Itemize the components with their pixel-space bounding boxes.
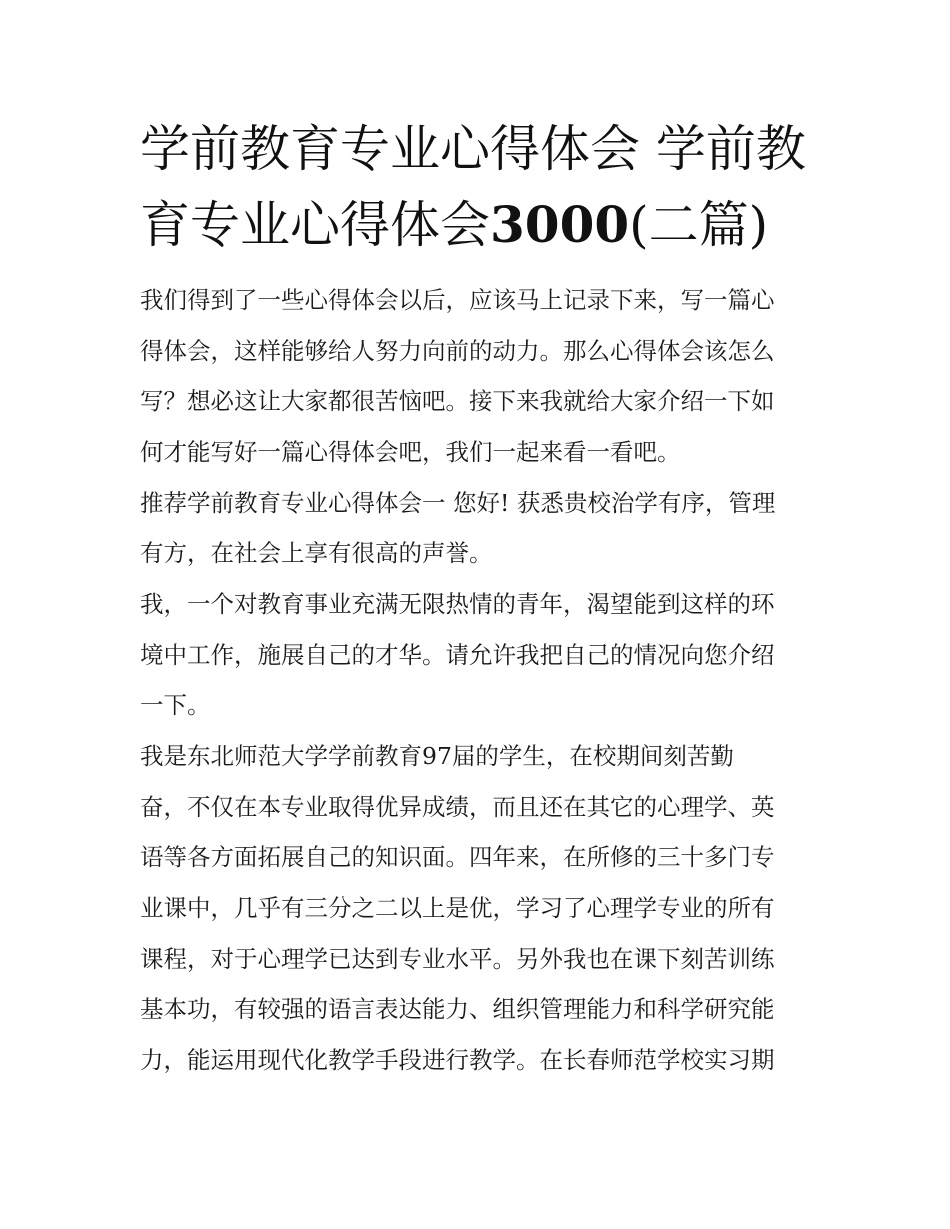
document-title [140, 112, 820, 263]
body-line-6: 有方，在社会上享有很高的声誉。 [140, 539, 493, 567]
body-line-2: 得体会，这样能够给人努力向前的动力。那么心得体会该怎么 [140, 337, 775, 365]
title-part2-prefix: 育专业心得体会 [140, 196, 490, 254]
body-line-4: 何才能写好一篇心得体会吧，我们一起来看一看吧。 [140, 438, 681, 466]
title-part2-number: 3000 [490, 195, 630, 254]
body-line-16: 力，能运用现代化教学手段进行教学。在长春师范学校实习期 [140, 1046, 775, 1074]
body-line-5: 推荐学前教育专业心得体会一 您好! 获悉贵校治学有序，管理 [140, 489, 776, 517]
body-line-8: 境中工作，施展自己的才华。请允许我把自己的情况向您介绍 [140, 641, 775, 669]
body-line-3: 写？想必这让大家都很苦恼吧。接下来我就给大家介绍一下如 [140, 387, 775, 415]
body-line-1: 我们得到了一些心得体会以后，应该马上记录下来，写一篇心 [140, 286, 775, 314]
body-line-7: 我，一个对教育事业充满无限热情的青年，渴望能到这样的环 [140, 590, 775, 618]
body-line-11: 奋，不仅在本专业取得优异成绩，而且还在其它的心理学、英 [140, 793, 775, 821]
body-line-15: 基本功，有较强的语言表达能力、组织管理能力和科学研究能 [140, 995, 775, 1023]
body-line-14: 课程，对于心理学已达到专业水平。另外我也在课下刻苦训练 [140, 945, 775, 973]
body-line-12: 语等各方面拓展自己的知识面。四年来，在所修的三十多门专 [140, 843, 775, 871]
title-part2-suffix: (二篇) [629, 196, 769, 254]
body-line-13: 业课中，几乎有三分之二以上是优，学习了心理学专业的所有 [140, 894, 775, 922]
body-line-9: 一下。 [140, 691, 211, 719]
body-line-10: 我是东北师范大学学前教育97届的学生，在校期间刻苦勤 [140, 742, 734, 770]
title-part1: 学前教育专业心得体会 学前教 [140, 120, 806, 178]
